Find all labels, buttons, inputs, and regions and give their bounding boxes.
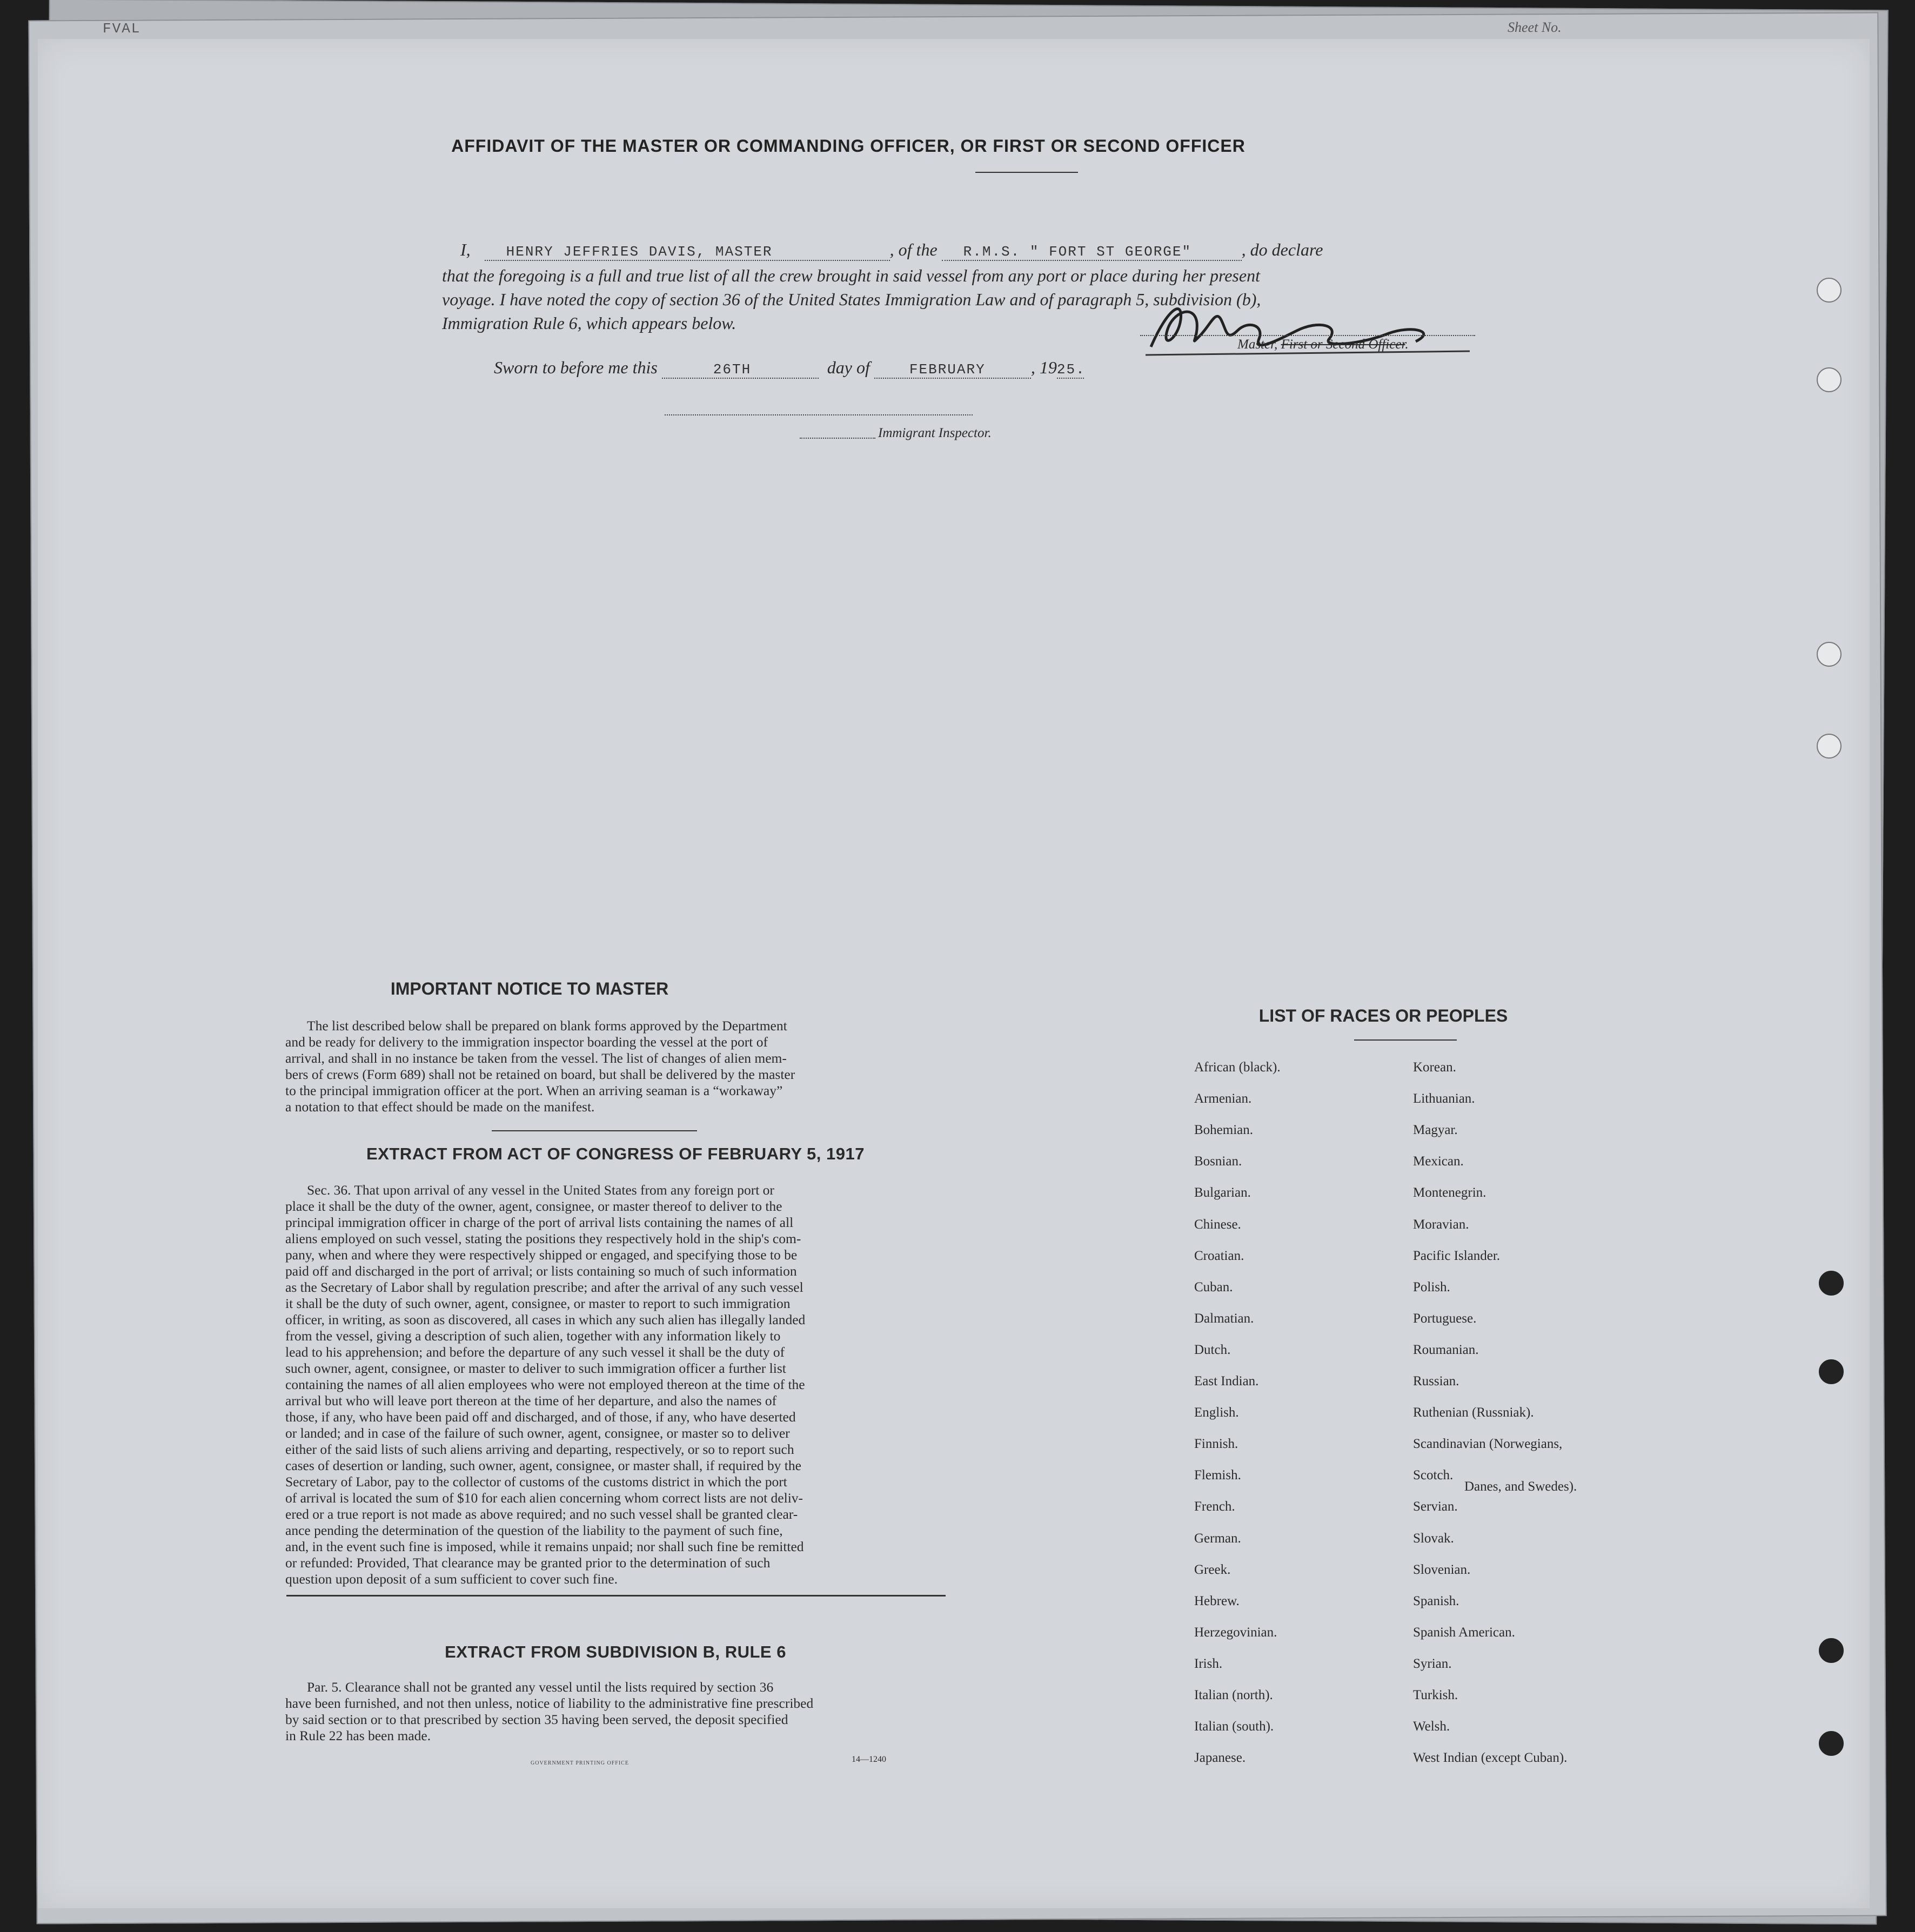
extract-rule-title: EXTRACT FROM SUBDIVISION B, RULE 6 [445,1642,786,1661]
race-item: Italian (south). [1194,1719,1274,1734]
binder-hole [1819,1271,1844,1296]
act-line: or refunded: Provided, That clearance may be granted prior to the determination of such [285,1555,771,1571]
race-item: Greek. [1194,1562,1231,1577]
notice-line: to the principal immigration officer at the port. When an arriving seaman is a “workaway” [285,1083,783,1098]
race-item: African (black). [1194,1060,1281,1075]
act-line: ered or a true report is not made as above required; and no such vessel shall be granted clear- [285,1506,798,1522]
race-item: Dutch. [1194,1342,1231,1357]
vessel-name-field: R.M.S. " FORT ST GEORGE" [963,244,1192,260]
affidavit-title: AFFIDAVIT OF THE MASTER OR COMMANDING OFFICER, OR FIRST OR SECOND OFFICER [451,136,1246,156]
notice-line: The list described below shall be prepared on blank forms approved by the Department [307,1018,787,1034]
race-item: Cuban. [1194,1279,1233,1294]
caption-master: Master, [1237,337,1278,352]
race-item: French. [1194,1499,1235,1514]
act-line: Sec. 36. That upon arrival of any vessel in the United States from any foreign port or [307,1182,774,1198]
signature-caption [1237,337,1409,352]
act-line: lead to his apprehension; and before the departure of any such vessel it shall be the duty of [285,1344,785,1360]
notice-line: bers of crews (Form 689) shall not be retained on board, but shall be delivered by the master [285,1066,795,1082]
race-item: Scotch. [1413,1468,1454,1483]
notice-title: IMPORTANT NOTICE TO MASTER [390,979,669,998]
act-line: arrival but who will leave port thereon at the time of her departure, and also the names of [285,1393,777,1408]
act-line: such owner, agent, consignee, or master to deliver to such immigration officer a further list [285,1360,786,1376]
extract-act-text [285,1182,946,1587]
affidavit-line-3: voyage. I have noted the copy of section 36 of the United States Immigration Law and of paragraph 5, subdivision (b), [442,290,1261,309]
act-line: principal immigration officer in charge of the port of arrival lists containing the names of all [285,1215,794,1230]
race-item: Syrian. [1413,1656,1452,1671]
race-item: Montenegrin. [1413,1185,1487,1200]
race-item: Spanish American. [1413,1625,1515,1640]
affidavit-line-2: that the foregoing is a full and true list of all the crew brought in said vessel from any port or place during her present [442,266,1260,285]
race-item: Turkish. [1413,1688,1458,1702]
rule-line: have been furnished, and not then unless, notice of liability to the administrative fine prescribed [285,1695,814,1711]
race-item: Chinese. [1194,1217,1241,1232]
sworn-day-field: 26TH [713,361,752,378]
sworn-month-field: FEBRUARY [909,361,986,378]
binder-hole [1817,642,1842,667]
binder-hole [1817,367,1842,392]
act-line: officer, in writing, as soon as discovered, all cases in which any such alien has illegally landed [285,1312,806,1327]
rule-line: by said section or to that prescribed by section 35 having been served, the deposit specified [285,1712,788,1727]
race-item: East Indian. [1194,1374,1259,1388]
sheet-number-label: Sheet No. [1508,19,1562,35]
caption-struck-officer: First or Second Officer [1281,337,1405,352]
extract-act-title: EXTRACT FROM ACT OF CONGRESS OF FEBRUARY 5, 1917 [366,1144,865,1163]
affidavit-line-1 [460,240,1530,261]
notice-line: a notation to that effect should be made on the manifest. [285,1099,595,1115]
inspector-label: Immigrant Inspector. [878,426,992,440]
notice-line: arrival, and shall in no instance be taken from the vessel. The list of changes of alien mem- [285,1050,787,1066]
section-rule [492,1130,697,1131]
races-rule [1354,1039,1457,1041]
act-line: as the Secretary of Labor shall by regulation prescribe; and after the arrival of any such vessel [285,1279,804,1295]
race-item: Herzegovinian. [1194,1625,1277,1640]
race-item: Irish. [1194,1656,1223,1671]
race-item: Bohemian. [1194,1123,1254,1138]
affidavit-line-4: Immigration Rule 6, which appears below. [442,313,736,333]
race-item: Magyar. [1413,1123,1458,1138]
race-item: Portuguese. [1413,1311,1477,1326]
race-item: German. [1194,1531,1241,1546]
document-page [38,39,1870,1908]
do-declare-label: , do declare [1241,240,1323,259]
race-item: English. [1194,1405,1239,1420]
of-the-label: , of the [889,240,938,259]
race-item: Finnish. [1194,1437,1238,1452]
race-item: Servian. [1413,1499,1458,1514]
races-title: LIST OF RACES OR PEOPLES [1258,1006,1508,1025]
race-item: Pacific Islander. [1413,1248,1501,1263]
title-rule [975,172,1078,173]
day-of-label: day of [827,358,870,377]
caption-end: . [1405,337,1409,352]
act-line: pany, when and where they were respectively shipped or engaged, and specifying those to be [285,1247,798,1263]
race-item: Italian (north). [1194,1688,1273,1702]
notice-line: and be ready for delivery to the immigration inspector boarding the vessel at the port of [285,1034,768,1050]
inspector-dots [800,438,875,439]
race-item: Flemish. [1194,1468,1241,1483]
race-item: Roumanian. [1413,1342,1479,1357]
binder-hole [1819,1638,1844,1663]
master-signature [1135,287,1491,368]
binder-hole [1819,1731,1844,1756]
race-item: West Indian (except Cuban). [1413,1750,1568,1766]
act-line: containing the names of all alien employees who were not employed thereon at the time of the [285,1377,805,1392]
race-item: Russian. [1413,1374,1459,1388]
act-line: it shall be the duty of such owner, agent, consignee, or master to report to such immigration [285,1296,791,1311]
race-item: Welsh. [1413,1719,1450,1734]
race-item: Korean. [1413,1060,1456,1075]
race-item: Bulgarian. [1194,1185,1251,1200]
section-rule [286,1595,946,1596]
race-item: Ruthenian (Russniak). [1413,1405,1534,1420]
race-item: Moravian. [1413,1217,1469,1232]
year-prefix: , 19 [1030,358,1057,377]
race-item: Lithuanian. [1413,1091,1475,1106]
race-item: Croatian. [1194,1248,1244,1263]
race-item: Mexican. [1413,1154,1464,1169]
race-item: Spanish. [1413,1593,1459,1608]
printer-imprint: GOVERNMENT PRINTING OFFICE [531,1760,629,1766]
act-line: or landed; and in case of the failure of such owner, agent, consignee, or master so to deliver [285,1425,790,1441]
notice-text [285,1018,946,1115]
race-item: Hebrew. [1194,1593,1240,1608]
underlying-sheet-header [38,10,1659,42]
act-line: and, in the event such fine is imposed, while it remains unpaid; nor shall such fine be remitted [285,1539,804,1554]
header-stamp: FVAL [103,21,141,37]
binder-hole [1819,1359,1844,1384]
extract-rule-text [285,1679,946,1744]
act-line: question upon deposit of a sum sufficient to cover such fine. [285,1571,618,1587]
race-item: Danes, and Swedes). [1464,1479,1577,1494]
master-name-field: HENRY JEFFRIES DAVIS, MASTER [506,244,773,260]
inspector-signature-line [665,414,973,415]
act-line: paid off and discharged in the port of arrival; or lists containing so much of such information [285,1263,797,1279]
race-item: Slovak. [1413,1531,1454,1546]
sworn-line [494,358,1304,379]
rule-line: Par. 5. Clearance shall not be granted any vessel until the lists required by section 36 [307,1679,774,1695]
act-line: Secretary of Labor, pay to the collector of customs of the customs district in which the port [285,1474,787,1490]
act-line: ance pending the determination of the question of the liability to the payment of such fine, [285,1522,783,1538]
act-line: either of the said lists of such aliens arriving and departing, respectively, or so to report such [285,1441,794,1457]
race-item: Japanese. [1194,1750,1246,1766]
act-line: of arrival is located the sum of $10 for each alien concerning whom correct lists are not deliv- [285,1490,804,1506]
act-line: aliens employed on such vessel, stating the positions they respectively hold in the ship's com- [285,1231,801,1246]
race-item: Bosnian. [1194,1154,1242,1169]
binder-hole [1817,734,1842,759]
race-item: Armenian. [1194,1091,1252,1106]
sworn-year-field: 25. [1056,361,1086,378]
binder-hole [1817,278,1842,303]
race-item: Slovenian. [1413,1562,1471,1577]
act-line: those, if any, who have been paid off and discharged, and of those, if any, who have deserted [285,1409,796,1425]
race-item: Scandinavian (Norwegians, [1413,1437,1563,1452]
act-line: place it shall be the duty of the owner, agent, consignee, or master thereof to deliver to the [285,1198,782,1214]
act-line: from the vessel, giving a description of such alien, together with any information likely to [285,1328,781,1344]
race-item: Dalmatian. [1194,1311,1254,1326]
form-number: 14—1240 [852,1755,886,1764]
sworn-prefix: Sworn to before me this [494,358,658,377]
rule-line: in Rule 22 has been made. [285,1728,431,1743]
signature-line [1140,335,1475,336]
race-item: Polish. [1413,1279,1450,1294]
prefix-i: I, [460,240,471,259]
act-line: cases of desertion or landing, such owner, agent, consignee, or master shall, if required by the [285,1458,801,1473]
